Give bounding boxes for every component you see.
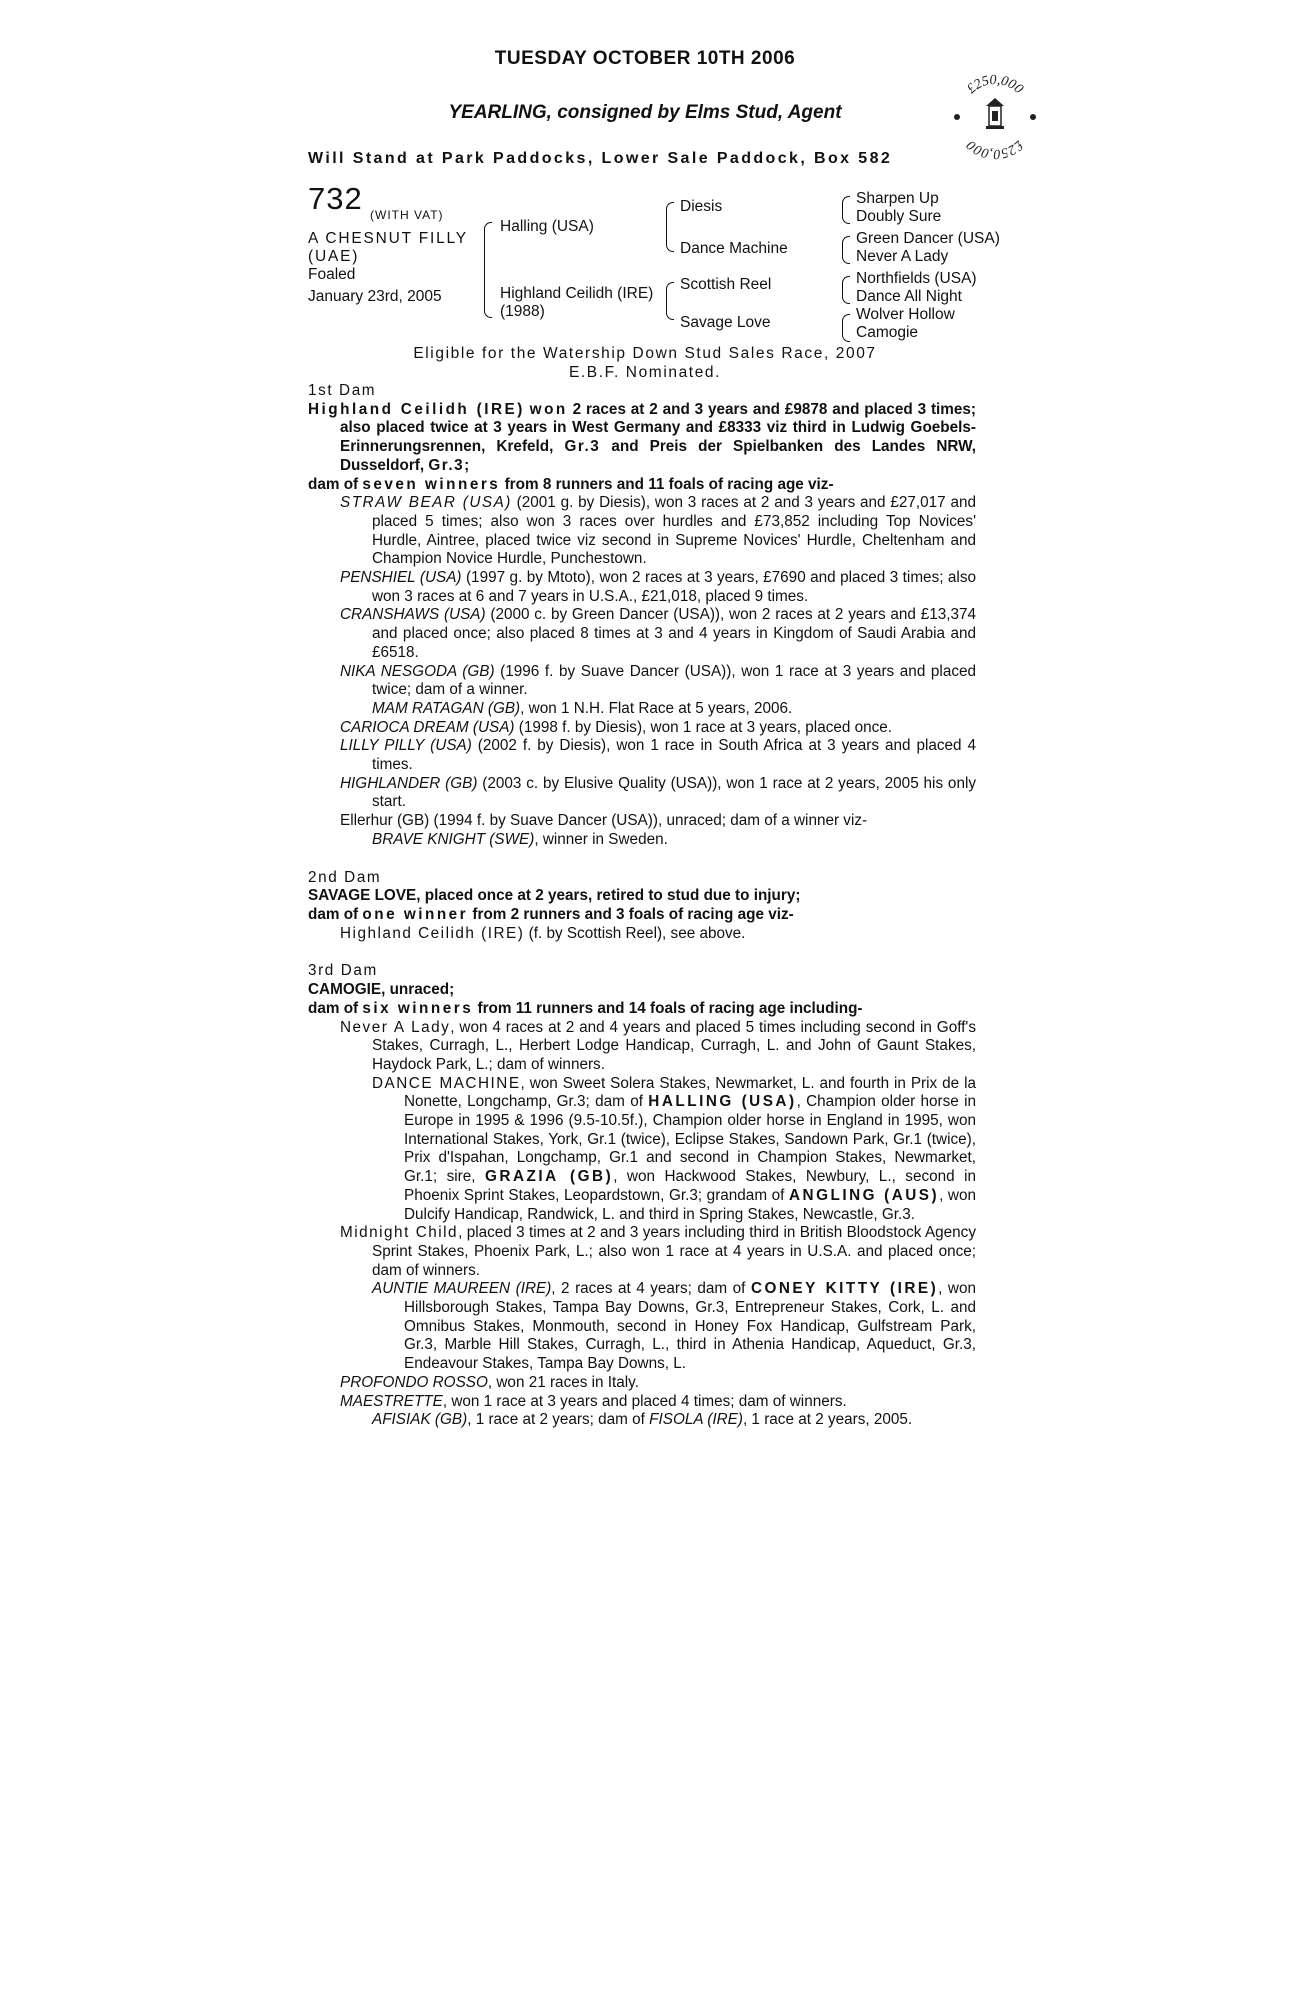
list-item: DANCE MACHINE, won Sweet Solera Stakes, Newmarket, L. and fourth in Prix de la Nonette, Longchamp, Gr.3; dam of HALLING (USA), Champion older horse in Europe in 1995 & 1996 (9.5-10.5f.), Champion older horse in England in 1995, won International Stakes, York, Gr.1 (twice), Eclipse Stakes, Sandown Park, Gr.1 (twice), Prix d'Ispahan, Longchamp, Gr.1 and second in Champion Stakes, Newmarket, Gr.1; sire, GRAZIA (GB), won Hackwood Stakes, Newbury, L., second in Phoenix Sprint Stakes, Leopardstown, Gr.3; grandam of ANGLING (AUS), won Dulcify Handicap, Randwick, L. and third in Spring Stakes, Newcastle, Gr.3. — [372, 1074, 976, 1223]
pedigree-dam-year: (1988) — [500, 303, 545, 320]
pedigree-g2: Doubly Sure — [856, 208, 942, 225]
third-dam-summary: dam of six winners from 11 runners and 14 foals of racing age including- — [308, 999, 863, 1017]
list-item: STRAW BEAR (USA) (2001 g. by Diesis), won 3 races at 2 and 3 years and £27,017 and placed 5 times; also won 3 races over hurdles and £73,852 including Top Novices' Hurdle, Aintree, placed twice viz second in Supreme Novices' Hurdle, Cheltenham and Champion Novice Hurdle, Punchestown. — [340, 494, 976, 568]
second-dam-summary: dam of one winner from 2 runners and 3 foals of racing age viz- — [308, 905, 794, 923]
sale-date: TUESDAY OCTOBER 10TH 2006 — [494, 48, 796, 69]
pedigree-sire-dam: Dance Machine — [680, 240, 788, 257]
list-item: AFISIAK (GB), 1 race at 2 years; dam of FISOLA (IRE), 1 race at 2 years, 2005. — [372, 1411, 913, 1429]
vat-note: (WITH VAT) — [370, 208, 444, 222]
third-dam-heading: 3rd Dam — [308, 962, 378, 980]
list-item: MAESTRETTE, won 1 race at 3 years and placed 4 times; dam of winners. — [340, 1392, 847, 1410]
list-item: CARIOCA DREAM (USA) (1998 f. by Diesis), won 1 race at 3 years, placed once. — [340, 718, 893, 736]
list-item: BRAVE KNIGHT (SWE), winner in Sweden. — [372, 830, 668, 848]
first-dam-record: Highland Ceilidh (IRE) won 2 races at 2 and 3 years and £9878 and placed 3 times; also placed twice at 3 years in West Germany and £8333 viz third in Ludwig Goebels-Erinnerungsrennen, Krefeld, Gr.3 and Preis der Spielbanken des Landes NRW, Dusseldorf, Gr.3; — [308, 400, 977, 474]
first-dam-summary: dam of seven winners from 8 runners and 11 foals of racing age viz- — [308, 475, 834, 493]
pedigree-g3: Green Dancer (USA) — [856, 230, 1000, 247]
second-dam-heading: 2nd Dam — [308, 868, 382, 886]
pedigree-table — [308, 181, 1028, 341]
brace-sire — [666, 202, 674, 252]
pedigree-g4: Never A Lady — [856, 248, 949, 265]
lot-description: A CHESNUT FILLY — [308, 230, 468, 247]
list-item: MAM RATAGAN (GB), won 1 N.H. Flat Race at 5 years, 2006. — [372, 699, 793, 717]
pedigree-sire-sire: Diesis — [680, 198, 723, 215]
list-item: PENSHIEL (USA) (1997 g. by Mtoto), won 2 races at 3 years, £7690 and placed 3 times; also won 3 races at 6 and 7 years in U.S.A., £21,018, placed 9 times. — [340, 569, 976, 605]
list-item: Midnight Child, placed 3 times at 2 and 3 years including third in British Bloodstock Agency Sprint Stakes, Phoenix Park, L.; also won 1 race at 4 years in U.S.A. and placed once; dam of winners. — [340, 1224, 976, 1279]
list-item: PROFONDO ROSSO, won 21 races in Italy. — [340, 1373, 639, 1391]
list-item: Never A Lady, won 4 races at 2 and 4 years and placed 5 times including second in Goff's Stakes, Curragh, L., Herbert Lodge Handicap, Curragh, L. and John of Gaunt Stakes, Haydock Park, L.; dam of winners. — [340, 1018, 976, 1073]
seal-text-bottom: £250,000 — [964, 136, 1026, 162]
lot-country: (UAE) — [308, 248, 360, 265]
sales-race-eligibility: Eligible for the Watership Down Stud Sales Race, 2007 — [413, 345, 877, 362]
pedigree-dam: Highland Ceilidh (IRE) — [500, 285, 654, 302]
list-item: Ellerhur (GB) (1994 f. by Suave Dancer (USA)), unraced; dam of a winner viz- — [340, 812, 868, 830]
consignment-line: YEARLING, consigned by Elms Stud, Agent — [448, 102, 842, 123]
list-item: AUNTIE MAUREEN (IRE), 2 races at 4 years; dam of CONEY KITTY (IRE), won Hillsborough Stakes, Tampa Bay Downs, Gr.3, Entrepreneur Stakes, Cork, L. and Omnibus Stakes, Monmouth, second in Honey Fox Handicap, Gulfstream Park, Gr.3, Marble Hill Stakes, Curragh, L., third in Athenia Handicap, Aqueduct, Gr.3, Endeavour Stakes, Tampa Bay Downs, L. — [372, 1280, 976, 1373]
foaled-label: Foaled — [308, 266, 356, 283]
list-item: CRANSHAWS (USA) (2000 c. by Green Dancer (USA)), won 2 races at 2 years and £13,374 and placed once; also placed 8 times at 3 and 4 years in Kingdom of Saudi Arabia and £6518. — [340, 606, 976, 661]
list-item: LILLY PILLY (USA) (2002 f. by Diesis), won 1 race in South Africa at 3 years and placed 4 times. — [340, 737, 976, 774]
pedigree-sire: Halling (USA) — [500, 218, 594, 235]
ebf-nomination: E.B.F. Nominated. — [568, 364, 722, 381]
brace-g1 — [842, 196, 850, 224]
list-item: NIKA NESGODA (GB) (1996 f. by Suave Dancer (USA)), won 1 race at 3 years and placed twice; dam of a winner. — [340, 662, 977, 699]
pedigree-dam-sire: Scottish Reel — [680, 276, 772, 293]
pedigree-g1: Sharpen Up — [856, 190, 939, 207]
first-dam-heading: 1st Dam — [308, 382, 377, 399]
pedigree-g6: Dance All Night — [856, 288, 962, 305]
pedigree-g7: Wolver Hollow — [856, 306, 955, 323]
third-dam-record: CAMOGIE, unraced; — [308, 981, 455, 999]
list-item: HIGHLANDER (GB) (2003 c. by Elusive Quality (USA)), won 1 race at 2 years, 2005 his only start. — [340, 774, 976, 811]
pedigree-g5: Northfields (USA) — [856, 270, 977, 287]
second-dam-record: SAVAGE LOVE, placed once at 2 years, retired to stud due to injury; — [308, 887, 801, 905]
brace-g4 — [842, 314, 850, 342]
svg-text:£250,000 — [964, 137, 1025, 161]
first-dam-name: Highland Ceilidh (IRE) — [308, 400, 525, 418]
stand-location: Will Stand at Park Paddocks, Lower Sale Paddock, Box 582 — [308, 150, 893, 167]
pedigree-g8: Camogie — [856, 324, 919, 341]
brace-dam — [666, 282, 674, 320]
foaled-date: January 23rd, 2005 — [308, 288, 442, 305]
seal-text-top: £250,000 — [964, 72, 1026, 98]
tattersalls-seal-icon — [945, 66, 1045, 166]
lot-number: 732 — [308, 181, 363, 216]
brace-lot — [484, 222, 492, 318]
brace-g3 — [842, 276, 850, 304]
catalogue-body — [308, 382, 976, 1430]
brace-g2 — [842, 236, 850, 264]
list-item: Highland Ceilidh (IRE) (f. by Scottish Reel), see above. — [340, 924, 746, 942]
pedigree-dam-dam: Savage Love — [680, 314, 771, 331]
svg-text:£250,000 — [964, 73, 1025, 97]
